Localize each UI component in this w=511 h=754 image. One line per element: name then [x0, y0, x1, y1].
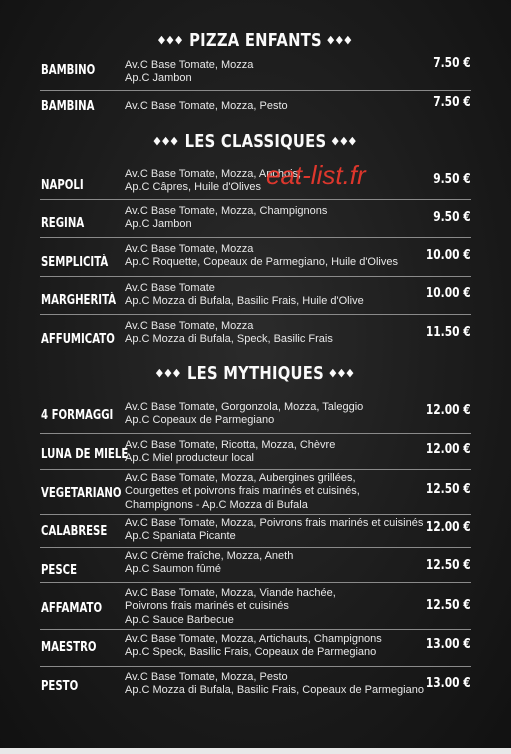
item-price: 10.00 €	[426, 286, 471, 301]
section-title-text: LES MYTHIQUES	[187, 363, 324, 384]
item-description-line: Ap.C Mozza di Bufala, Speck, Basilic Frais	[125, 333, 333, 346]
item-description	[125, 517, 425, 544]
item-description-line: Ap.C Mozza di Bufala, Basilic Frais, Copeaux de Parmegiano	[125, 684, 424, 697]
item-description-line: Av.C Base Tomate, Mozza, Artichauts, Champignons	[125, 633, 382, 645]
item-name: MARGHERITÀ	[41, 293, 117, 308]
item-description-line: Av.C Base Tomate, Mozza, Pesto	[125, 671, 288, 683]
item-description	[125, 633, 425, 660]
divider	[40, 199, 471, 200]
item-description-line: Ap.C Saumon fûmé	[125, 563, 221, 576]
item-price: 9.50 €	[433, 172, 471, 187]
item-description-line: Ap.C Speck, Basilic Frais, Copeaux de Parmegiano	[125, 646, 377, 659]
section-title-text: LES CLASSIQUES	[184, 131, 327, 152]
item-description	[125, 320, 425, 347]
item-price: 12.50 €	[426, 598, 471, 613]
item-description-line: Av.C Base Tomate, Mozza, Pesto	[125, 100, 288, 112]
diamond-dots-icon: ◆◆◆	[157, 33, 184, 46]
item-description-line: Av.C Base Tomate, Mozza	[125, 320, 254, 332]
item-description	[125, 671, 425, 698]
item-description-line: Av.C Base Tomate, Mozza, Poivrons frais marinés et cuisinés	[125, 517, 424, 529]
diamond-dots-icon: ◆◆◆	[329, 366, 356, 379]
item-description-line: Av.C Crème fraîche, Mozza, Aneth	[125, 550, 294, 562]
item-price: 13.00 €	[426, 637, 471, 652]
divider	[40, 514, 471, 515]
item-description	[125, 243, 425, 270]
item-price: 12.50 €	[426, 558, 471, 573]
item-price: 9.50 €	[433, 210, 471, 225]
item-description-line: Av.C Base Tomate, Ricotta, Mozza, Chèvre	[125, 439, 336, 451]
item-price: 12.00 €	[426, 403, 471, 418]
item-description-line: Av.C Base Tomate, Mozza	[125, 243, 254, 255]
item-price: 12.50 €	[426, 482, 471, 497]
item-price: 12.00 €	[426, 520, 471, 535]
item-description-line: Ap.C Mozza di Bufala, Basilic Frais, Huile d'Olive	[125, 295, 364, 308]
item-name: CALABRESE	[41, 524, 108, 539]
item-description-line: Av.C Base Tomate, Mozza	[125, 59, 254, 71]
item-name: MAESTRO	[41, 640, 97, 655]
item-description	[125, 59, 425, 86]
section-title-les-mythiques	[46, 363, 465, 384]
item-description-line: Av.C Base Tomate, Mozza, Anchois,	[125, 168, 302, 180]
item-price: 7.50 €	[433, 56, 471, 71]
item-description-line: Av.C Base Tomate, Mozza, Viande hachée,	[125, 587, 336, 599]
item-description-line: Poivrons frais marinés et cuisinés	[125, 600, 289, 613]
item-name: PESTO	[41, 679, 79, 694]
item-name: REGINA	[41, 216, 85, 231]
divider	[40, 547, 471, 548]
item-description-line: Champignons - Ap.C Mozza di Bufala	[125, 498, 308, 511]
item-name: AFFAMATO	[41, 601, 103, 616]
diamond-dots-icon: ◆◆◆	[331, 134, 358, 147]
item-name: AFFUMICATO	[41, 332, 115, 347]
divider	[40, 276, 471, 277]
item-description-line: Ap.C Miel producteur local	[125, 452, 255, 465]
item-name: PESCE	[41, 563, 78, 578]
diamond-dots-icon: ◆◆◆	[153, 134, 180, 147]
item-description	[125, 282, 425, 309]
item-description	[125, 205, 425, 232]
item-description	[125, 550, 425, 577]
item-name: BAMBINA	[41, 99, 95, 114]
item-description-line: Ap.C Câpres, Huile d'Olives	[125, 181, 261, 194]
item-name: NAPOLI	[41, 178, 84, 193]
item-description-line: Ap.C Jambon	[125, 218, 192, 231]
divider	[40, 314, 471, 315]
divider	[40, 469, 471, 470]
section-title-pizza-enfants	[46, 30, 465, 51]
item-description	[125, 100, 425, 113]
divider	[40, 582, 471, 583]
item-name: 4 FORMAGGI	[41, 408, 114, 423]
divider	[40, 629, 471, 630]
item-name: BAMBINO	[41, 63, 96, 78]
item-description-line: Av.C Base Tomate, Mozza, Champignons	[125, 205, 328, 217]
item-description-line: Ap.C Jambon	[125, 72, 192, 85]
item-description-line: Ap.C Copeaux de Parmegiano	[125, 414, 275, 427]
watermark: eat-list.fr	[266, 160, 366, 190]
item-price: 11.50 €	[426, 325, 471, 340]
item-description-line: Av.C Base Tomate, Mozza, Aubergines grillées,	[125, 472, 356, 484]
divider	[40, 433, 471, 434]
diamond-dots-icon: ◆◆◆	[155, 366, 182, 379]
item-price: 10.00 €	[426, 248, 471, 263]
section-title-les-classiques	[46, 131, 465, 152]
item-price: 13.00 €	[426, 676, 471, 691]
bottom-strip	[0, 748, 511, 754]
item-name: LUNA DE MIELE	[41, 447, 129, 462]
item-name: VEGETARIANO	[41, 486, 122, 501]
divider	[40, 237, 471, 238]
item-price: 7.50 €	[433, 95, 471, 110]
item-price: 12.00 €	[426, 442, 471, 457]
item-description-line: Ap.C Spaniata Picante	[125, 530, 236, 543]
section-title-text: PIZZA ENFANTS	[189, 30, 322, 51]
divider	[40, 90, 471, 91]
item-description-line: Ap.C Roquette, Copeaux de Parmegiano, Huile d'Olives	[125, 256, 398, 269]
item-description	[125, 401, 425, 428]
item-description-line: Ap.C Sauce Barbecue	[125, 613, 234, 626]
item-description-line: Av.C Base Tomate, Gorgonzola, Mozza, Taleggio	[125, 401, 364, 413]
item-description	[125, 472, 425, 512]
item-description	[125, 587, 425, 627]
item-description-line: Courgettes et poivrons frais marinés et cuisinés,	[125, 485, 360, 498]
item-name: SEMPLICITÀ	[41, 255, 109, 270]
divider	[40, 666, 471, 667]
diamond-dots-icon: ◆◆◆	[327, 33, 354, 46]
item-description	[125, 439, 425, 466]
item-description-line: Av.C Base Tomate	[125, 282, 215, 294]
